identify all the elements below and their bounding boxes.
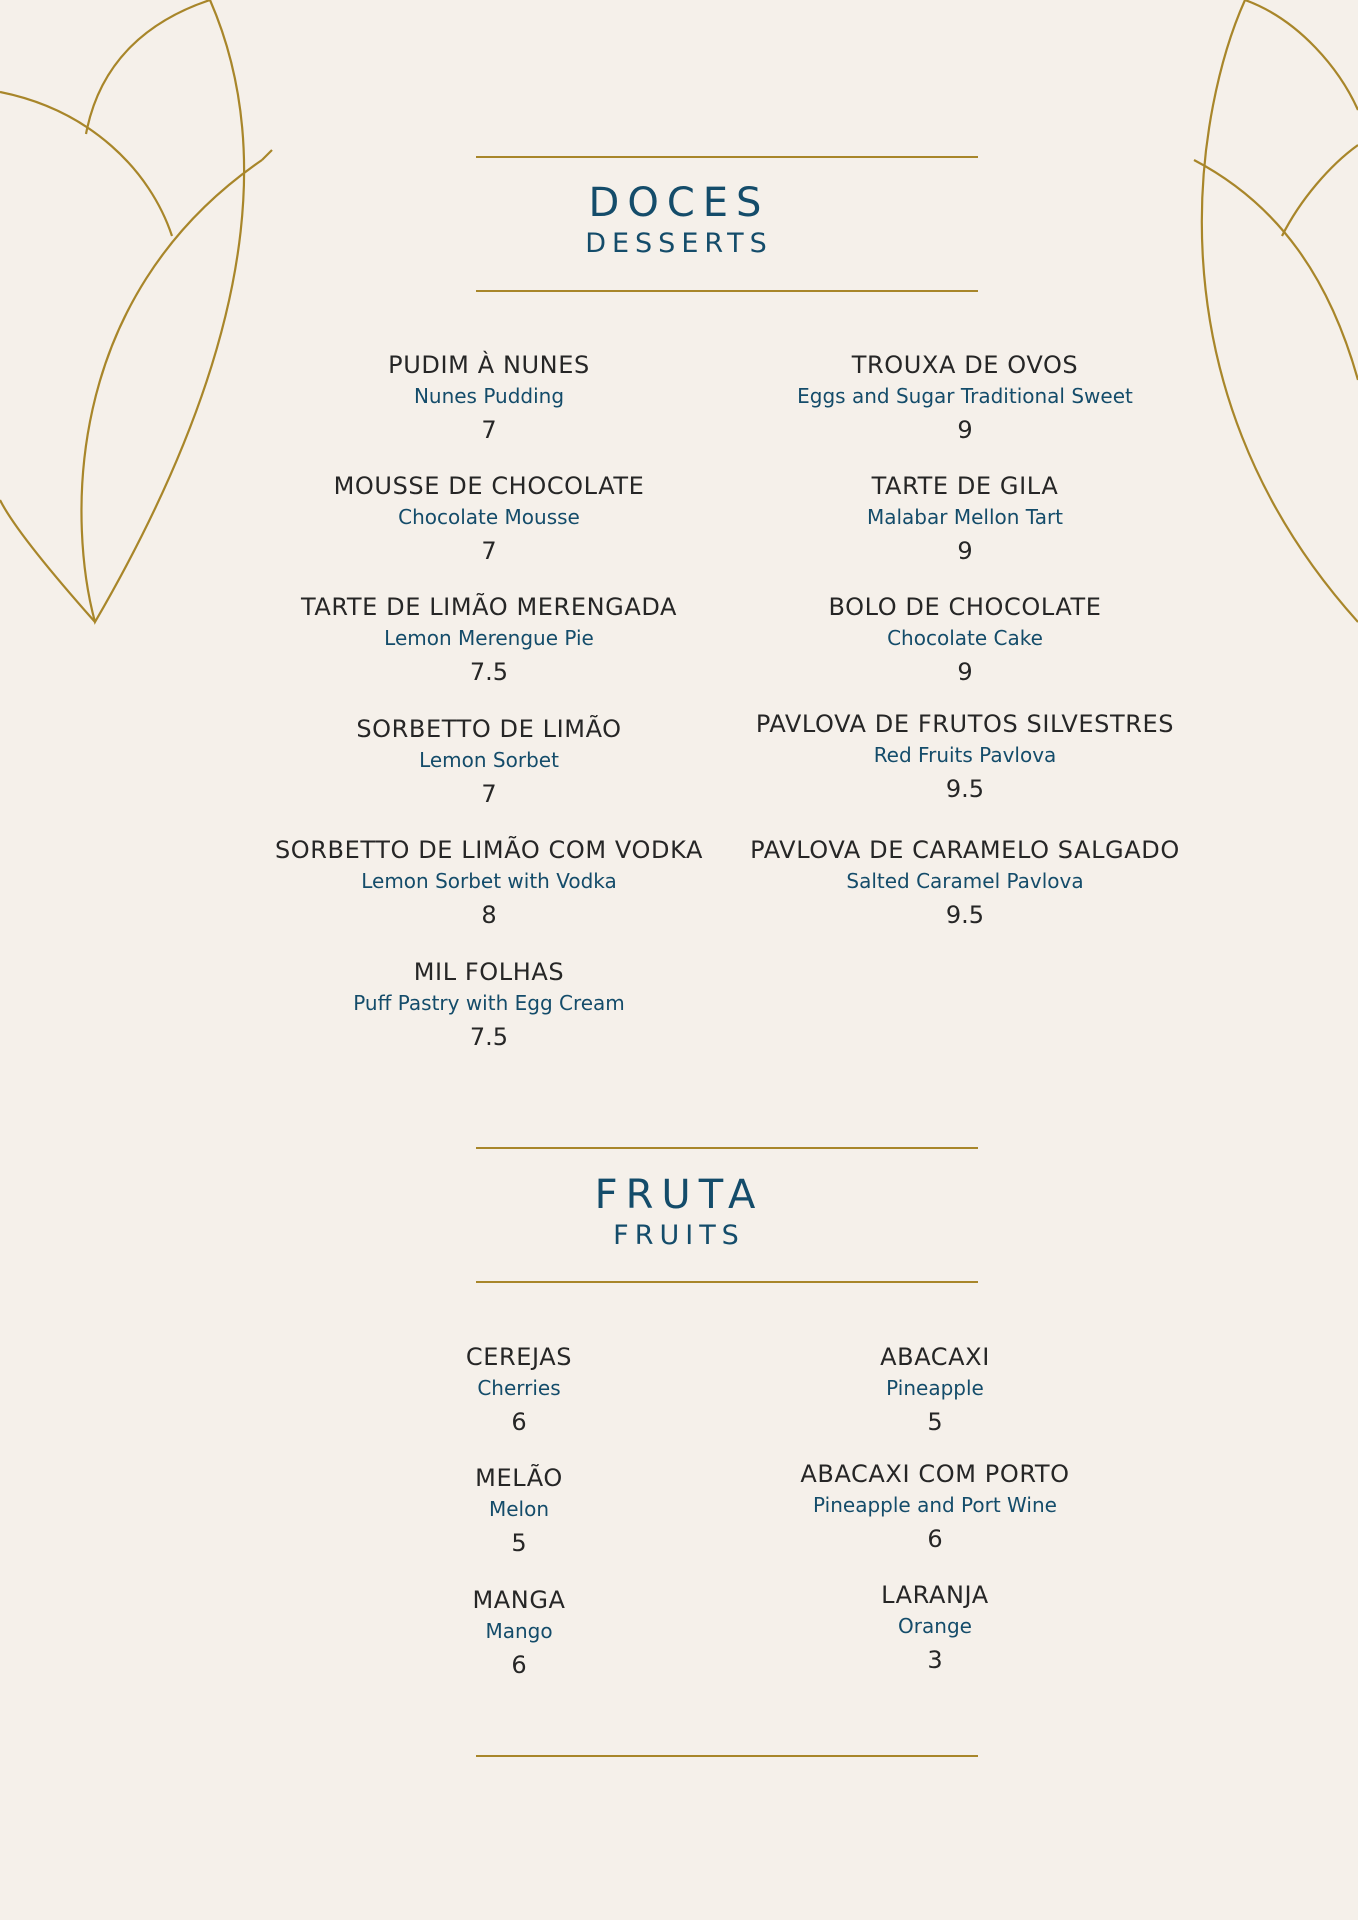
menu-item: [700, 1459, 1170, 1554]
item-name-en: Mango: [485, 1619, 553, 1643]
item-price: 9: [957, 537, 973, 565]
item-name-en: Puff Pastry with Egg Cream: [353, 991, 625, 1015]
item-price: 7.5: [469, 1023, 509, 1051]
divider-desserts-bottom: [476, 290, 978, 292]
item-name-pt: MELÃO: [475, 1464, 563, 1492]
item-name-pt: ABACAXI: [880, 1343, 990, 1371]
item-price: 7.5: [469, 658, 509, 686]
section-title-fruta: FRUTA: [594, 1172, 764, 1218]
menu-item: [730, 350, 1200, 445]
menu-item: [254, 957, 724, 1052]
item-price: 6: [511, 1408, 527, 1436]
divider-top: [476, 156, 978, 158]
menu-item: [700, 1342, 1170, 1437]
item-name-en: Chocolate Mousse: [398, 505, 580, 529]
section-subtitle-fruits: FRUITS: [613, 1220, 745, 1251]
item-name-pt: MOUSSE DE CHOCOLATE: [333, 472, 645, 500]
item-name-pt: SORBETTO DE LIMÃO: [356, 715, 622, 743]
item-name-en: Melon: [488, 1497, 550, 1521]
menu-item: [254, 714, 724, 809]
item-name-en: Lemon Sorbet: [419, 748, 559, 772]
desserts-left-column: [254, 350, 724, 1050]
item-price: 7: [481, 416, 497, 444]
divider-fruits-bottom: [476, 1281, 978, 1283]
item-name-pt: PUDIM À NUNES: [388, 351, 590, 379]
item-name-en: Eggs and Sugar Traditional Sweet: [797, 384, 1133, 408]
menu-item: [254, 471, 724, 566]
menu-item: [254, 835, 724, 930]
item-name-pt: BOLO DE CHOCOLATE: [828, 593, 1102, 621]
section-subtitle-desserts: DESSERTS: [585, 228, 773, 259]
item-name-pt: TARTE DE LIMÃO MERENGADA: [300, 593, 678, 621]
item-price: 6: [511, 1651, 527, 1679]
item-name-pt: PAVLOVA DE FRUTOS SILVESTRES: [755, 710, 1175, 738]
menu-item: [284, 1342, 754, 1437]
item-name-en: Orange: [898, 1614, 972, 1638]
item-name-en: Chocolate Cake: [887, 626, 1043, 650]
item-name-pt: LARANJA: [881, 1581, 989, 1609]
item-name-pt: TARTE DE GILA: [871, 472, 1059, 500]
item-name-pt: MANGA: [472, 1586, 566, 1614]
item-price: 7: [481, 780, 497, 808]
fruits-right-column: [700, 1342, 1170, 1702]
menu-item: [730, 592, 1200, 687]
item-name-en: Salted Caramel Pavlova: [846, 869, 1084, 893]
item-name-en: Malabar Mellon Tart: [866, 505, 1064, 529]
desserts-right-column: [730, 350, 1200, 950]
item-price: 6: [927, 1525, 943, 1553]
item-name-en: Lemon Sorbet with Vodka: [361, 869, 617, 893]
item-name-pt: PAVLOVA DE CARAMELO SALGADO: [750, 836, 1180, 864]
item-name-en: Cherries: [477, 1376, 561, 1400]
menu-item: [284, 1585, 754, 1680]
item-name-en: Pineapple: [886, 1376, 984, 1400]
item-name-en: Lemon Merengue Pie: [384, 626, 594, 650]
section-title-doces: DOCES: [588, 180, 770, 226]
item-price: 3: [927, 1646, 943, 1674]
item-name-pt: TROUXA DE OVOS: [851, 351, 1079, 379]
menu-item: [730, 471, 1200, 566]
item-price: 9.5: [945, 901, 985, 929]
item-price: 5: [927, 1408, 943, 1436]
leaf-ornament-left: [0, 0, 280, 640]
divider-fruits-top: [476, 1147, 978, 1149]
menu-item: [254, 592, 724, 687]
item-name-pt: ABACAXI COM PORTO: [800, 1460, 1070, 1488]
item-name-pt: SORBETTO DE LIMÃO COM VODKA: [274, 836, 704, 864]
menu-item: [730, 835, 1200, 930]
item-price: 9: [957, 416, 973, 444]
menu-item: [730, 709, 1200, 804]
menu-item: [700, 1580, 1170, 1675]
divider-bottom: [476, 1755, 978, 1757]
item-price: 5: [511, 1529, 527, 1557]
item-name-pt: MIL FOLHAS: [413, 958, 565, 986]
item-price: 8: [481, 901, 497, 929]
item-name-en: Red Fruits Pavlova: [873, 743, 1057, 767]
item-price: 9.5: [945, 775, 985, 803]
item-name-en: Pineapple and Port Wine: [813, 1493, 1057, 1517]
menu-item: [284, 1463, 754, 1558]
fruits-left-column: [284, 1342, 754, 1702]
item-price: 7: [481, 537, 497, 565]
item-price: 9: [957, 658, 973, 686]
item-name-pt: CEREJAS: [465, 1343, 573, 1371]
menu-item: [254, 350, 724, 445]
item-name-en: Nunes Pudding: [413, 384, 565, 408]
